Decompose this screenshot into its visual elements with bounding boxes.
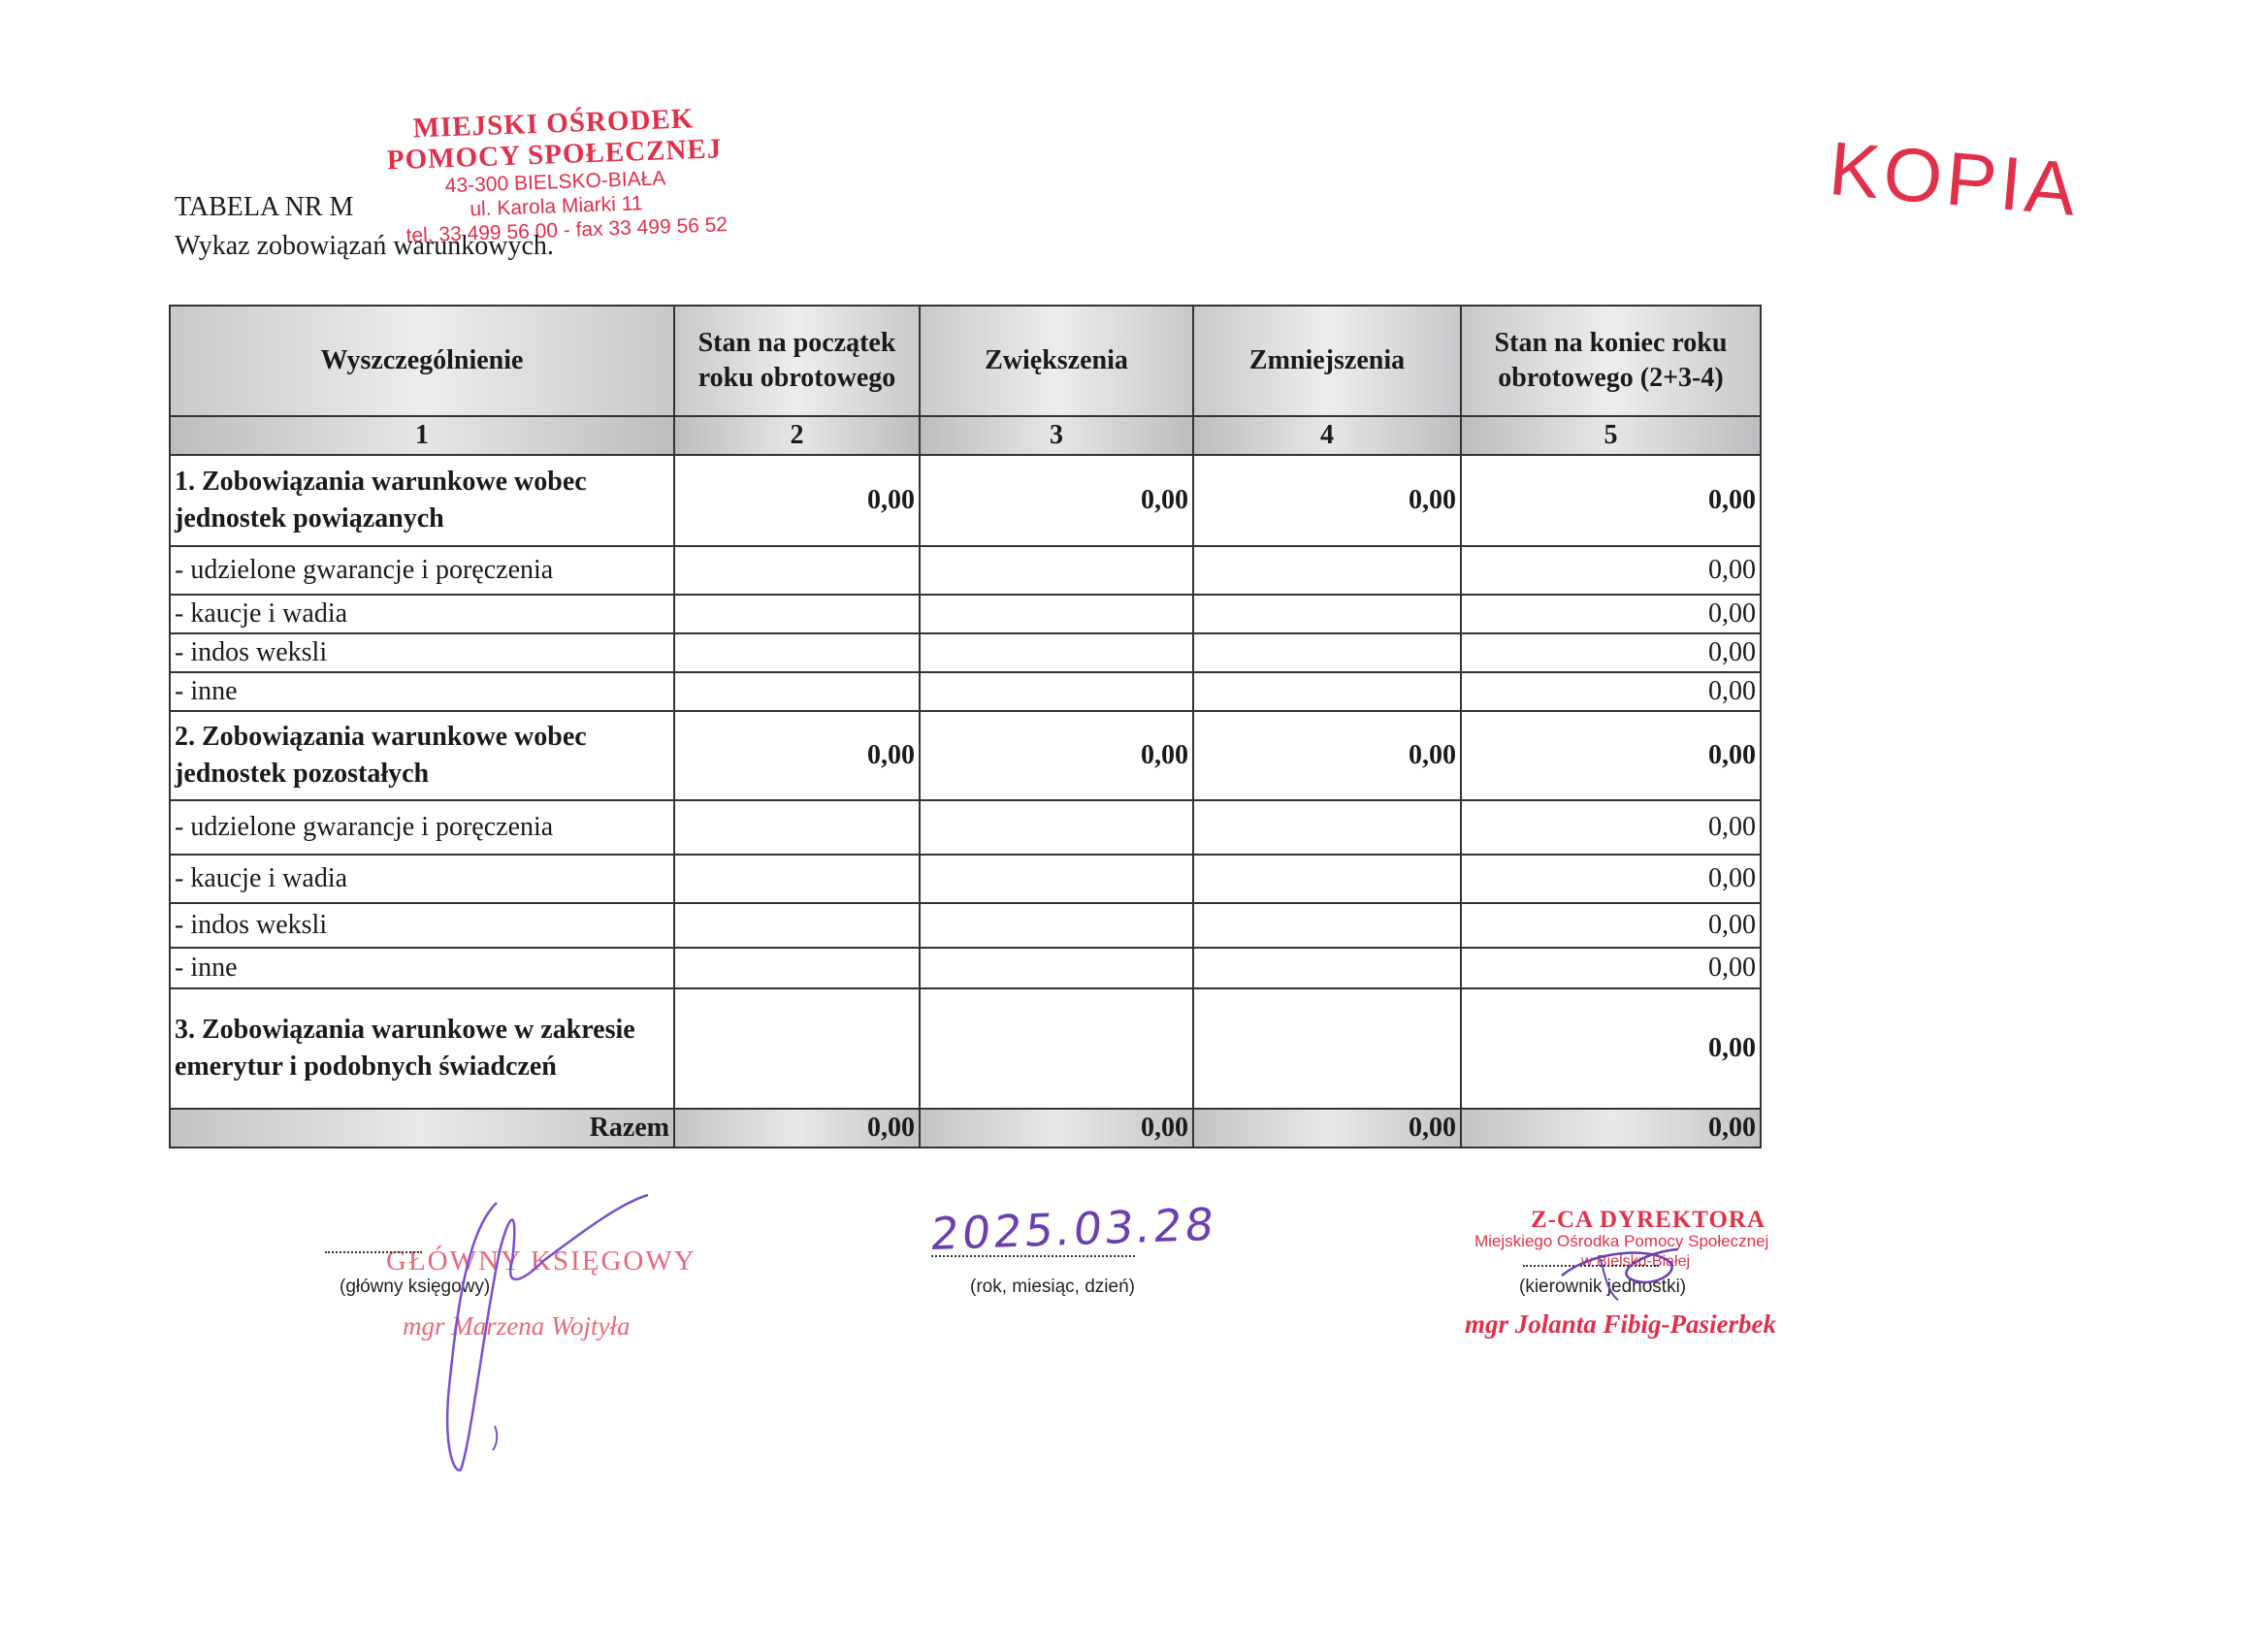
column-header: Stan na początek roku obrotowego [674,306,920,416]
row-label: - kaucje i wadia [170,595,674,633]
row-label: - udzielone gwarancje i poręczenia [170,800,674,855]
accountant-signature [493,1426,497,1450]
column-header: Wyszczególnienie [170,306,674,416]
row-label: - udzielone gwarancje i poręczenia [170,546,674,595]
document-title: Wykaz zobowiązań warunkowych. [175,231,554,261]
row-label: - kaucje i wadia [170,855,674,903]
stamp-line: POMOCY SPOŁECZNEJ [386,133,723,177]
head-stamp-name: mgr Jolanta Fibig-Pasierbek [1465,1310,1777,1339]
total-label: Razem [170,1109,674,1148]
value-cell: 0,00 [1193,455,1461,546]
stamp-line: ul. Karola Miarki 11 [469,192,643,221]
value-cell: 0,00 [1193,711,1461,800]
head-stamp-title: Z-CA DYREKTORA [1531,1207,1766,1233]
total-cell: 0,00 [1193,1109,1461,1148]
stamp-line: tel. 33 499 56 00 - fax 33 499 56 52 [405,213,729,247]
value-cell: 0,00 [1461,455,1761,546]
column-header: Stan na koniec roku obrotowego (2+3-4) [1461,306,1761,416]
accountant-caption: (główny księgowy) [340,1277,491,1297]
head-stamp-sub: Miejskiego Ośrodka Pomocy Społecznej [1474,1232,1769,1250]
row-label: 3. Zobowiązania warunkowe w zakresie emerytur i podobnych świadczeń [170,988,674,1109]
total-cell: 0,00 [920,1109,1193,1148]
date-caption: (rok, miesiąc, dzień) [970,1277,1135,1297]
accountant-stamp-title: GŁÓWNY KSIĘGOWY [386,1245,697,1277]
column-number: 5 [1461,416,1761,455]
value-cell: 0,00 [920,455,1193,546]
total-cell: 0,00 [674,1109,920,1148]
value-cell: 0,00 [1461,711,1761,800]
total-cell: 0,00 [1461,1109,1761,1148]
copy-mark: KOPIA [1826,124,2084,233]
row-label: - indos weksli [170,633,674,672]
value-cell: 0,00 [1461,988,1761,1109]
value-cell: 0,00 [920,711,1193,800]
head-stamp-sub: w Bielsku-Białej [1581,1253,1691,1270]
column-number: 1 [170,416,674,455]
value-cell: 0,00 [1461,800,1761,855]
table-number: TABELA NR M [175,192,354,222]
column-number: 4 [1193,416,1461,455]
value-cell: 0,00 [1461,672,1761,711]
handwritten-date: 2025.03.28 [927,1197,1219,1261]
accountant-signature [447,1195,648,1471]
value-cell: 0,00 [1461,595,1761,633]
row-label: - inne [170,672,674,711]
value-cell: 0,00 [1461,903,1761,948]
column-number: 3 [920,416,1193,455]
column-header: Zwiększenia [920,306,1193,416]
head-signature [1562,1249,1678,1282]
column-number: 2 [674,416,920,455]
value-cell: 0,00 [1461,546,1761,595]
head-signature [1601,1259,1618,1300]
value-cell: 0,00 [1461,633,1761,672]
value-cell: 0,00 [1461,855,1761,903]
value-cell: 0,00 [674,455,920,546]
head-caption: (kierownik jednostki) [1519,1277,1687,1297]
row-label: - indos weksli [170,903,674,948]
stamp-line: MIEJSKI OŚRODEK [412,103,695,145]
row-label: 2. Zobowiązania warunkowe wobec jednostek pozostałych [170,711,674,800]
value-cell: 0,00 [1461,948,1761,988]
column-header: Zmniejszenia [1193,306,1461,416]
stamp-line: 43-300 BIELSKO-BIAŁA [444,167,666,198]
row-label: - inne [170,948,674,988]
row-label: 1. Zobowiązania warunkowe wobec jednostek powiązanych [170,455,674,546]
accountant-stamp-name: mgr Marzena Wojtyła [403,1311,631,1341]
value-cell: 0,00 [674,711,920,800]
